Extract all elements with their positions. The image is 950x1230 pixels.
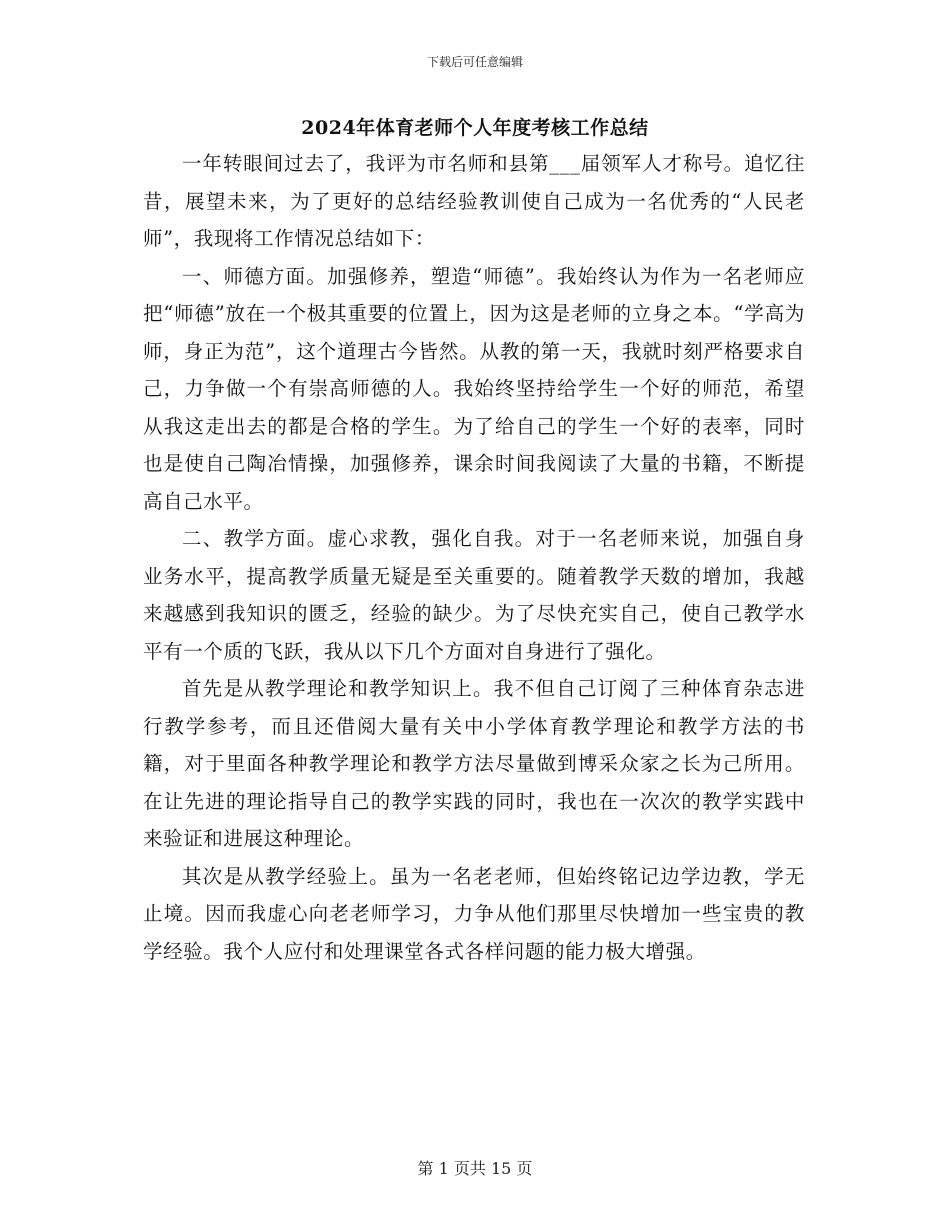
- document-title: 2024年体育老师个人年度考核工作总结: [301, 117, 649, 139]
- paragraph-theory-knowledge: 首先是从教学理论和教学知识上。我不但自己订阅了三种体育杂志进行教学参考，而且还借阅大量有关中小学体育教学理论和教学方法的书籍，对于里面各种教学理论和教学方法尽量做到博采众家之长为己所用。在让先进的理论指导自己的教学实践的同时，我也在一次次的教学实践中来验证和进展这种理论。: [143, 677, 805, 850]
- page-header-note: 下载后可任意编辑: [426, 55, 523, 69]
- paragraph-intro: 一年转眼间过去了，我评为市名师和县第___届领军人才称号。追忆往昔，展望未来，为了更好的总结经验教训使自己成为一名优秀的“人民老师”，我现将工作情况总结如下：: [143, 152, 805, 250]
- paragraph-teaching: 二、教学方面。虚心求教，强化自我。对于一名老师来说，加强自身业务水平，提高教学质量无疑是至关重要的。随着教学天数的增加，我越来越感到我知识的匮乏，经验的缺少。为了尽快充实自己，使自己教学水平有一个质的飞跃，我从以下几个方面对自身进行了强化。: [143, 527, 805, 663]
- paragraph-teaching-experience: 其次是从教学经验上。虽为一名老老师，但始终铭记边学边教，学无止境。因而我虚心向老老师学习，力争从他们那里尽快增加一些宝贵的教学经验。我个人应付和处理课堂各式各样问题的能力极大增强。: [143, 864, 805, 963]
- page-number-footer: 第 1 页共 15 页: [417, 1159, 533, 1178]
- document-body: [143, 145, 805, 970]
- paragraph-teacher-ethics: 一、师德方面。加强修养，塑造“师德”。我始终认为作为一名老师应把“师德”放在一个极其重要的位置上，因为这是老师的立身之本。“学高为师，身正为范”，这个道理古今皆然。从教的第一天，我就时刻严格要求自己，力争做一个有崇高师德的人。我始终坚持给学生一个好的师范，希望从我这走出去的都是合格的学生。为了给自己的学生一个好的表率，同时也是使自己陶冶情操，加强修养，课余时间我阅读了大量的书籍，不断提高自己水平。: [143, 264, 805, 513]
